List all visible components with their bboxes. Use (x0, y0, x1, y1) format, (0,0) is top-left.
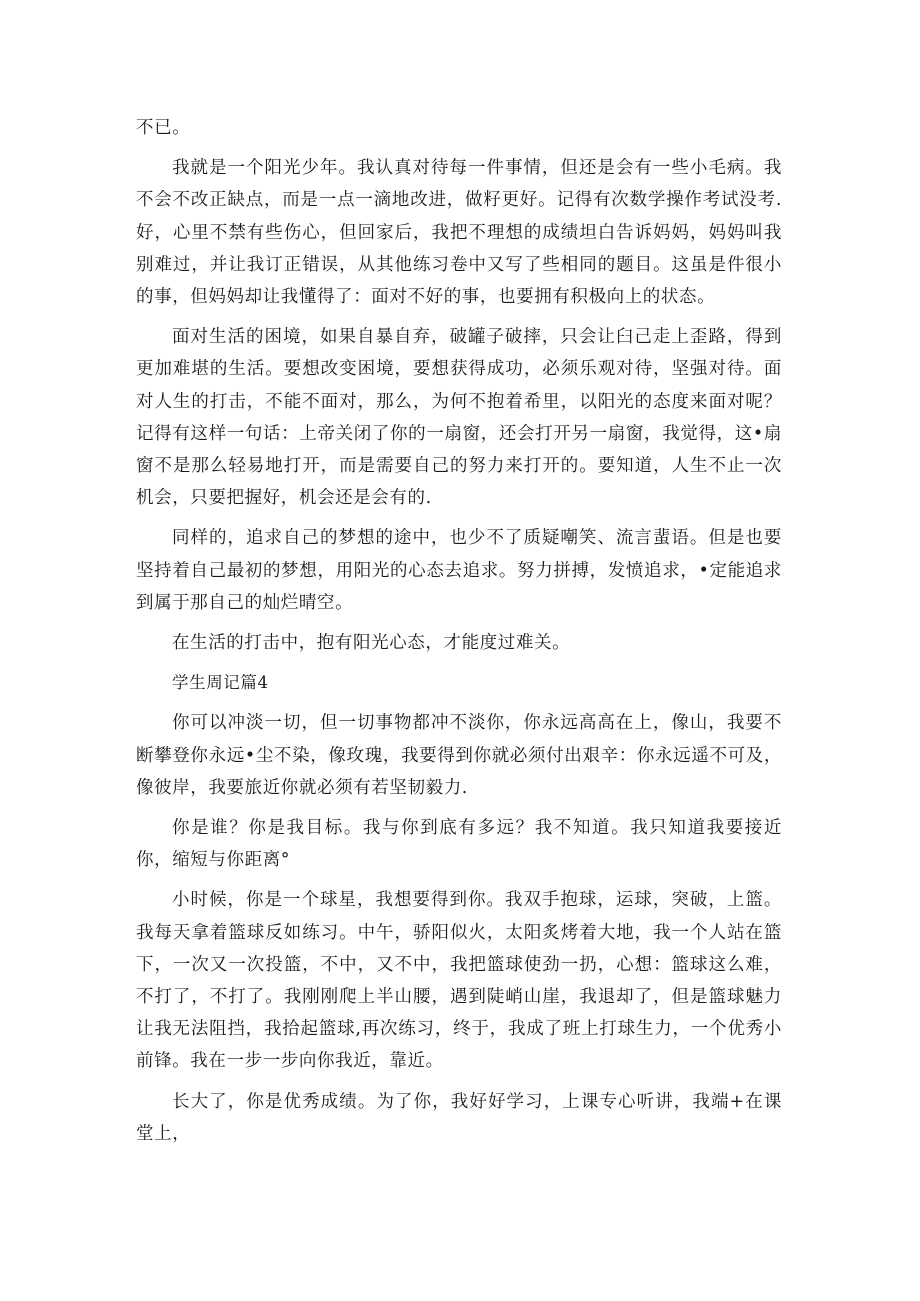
section-heading: 学生周记篇4 (172, 673, 269, 693)
document-body (136, 112, 782, 1158)
paragraph: 同样的，追求自己的梦想的途中，也少不了质疑嘲笑、流言蜚语。但是也要坚持着自己最初的梦想，用阳光的心态去追求。努力拼搏，发愤追求，•定能追求到属于那自己的灿烂晴空。 (136, 528, 782, 613)
paragraph: 面对生活的困境，如果自暴自弃，破罐子破摔，只会让臼己走上歪路，得到更加难堪的生活。要想改变困境，要想获得成功，必须乐观对待，坚强对待。面对人生的打击，不能不面对，那么，为何不抱着希里，以阳光的态度来面对呢？记得有这样一句话：上帝关闭了你的一扇窗，还会打开另一扇窗，我觉得，这•扇窗不是那么轻易地打开，而是需要自己的努力来打开的。要知道，人生不止一次机会，只要把握好，机会还是会有的. (136, 327, 782, 509)
paragraph: 你可以冲淡一切，但一切事物都冲不淡你，你永远高高在上，像山，我要不断攀登你永远•尘不染，像玫瑰，我要得到你就必须付出艰辛：你永远遥不可及，像彼岸，我要旅近你就必须有若坚韧毅力. (136, 713, 782, 798)
paragraph: 你是谁？你是我目标。我与你到底有多远？我不知道。我只知道我要接近你，缩短与你距离° (136, 818, 782, 871)
paragraph: 不已。 (136, 118, 191, 138)
paragraph: 在生活的打击中，抱有阳光心态，才能度过难关。 (172, 633, 571, 654)
paragraph: 长大了，你是优秀成绩。为了你，我好好学习，上课专心听讲，我端+在课堂上， (136, 1091, 782, 1144)
paragraph: 我就是一个阳光少年。我认真对待每一件事情，但还是会有一些小毛病。我不会不改正缺点，而是一点一滴地改进，做籽更好。记得有次数学操作考试没考.好，心里不禁有些伤心，但回家后，我把不理想的成绩坦白告诉妈妈，妈妈叫我别难过，并让我订正错误，从其他练习卷中又写了些相同的题目。这虽是件很小的事，但妈妈却让我懂得了：面对不好的事，也要拥有积极向上的状态。 (136, 158, 782, 308)
paragraph: 小时候，你是一个球星，我想要得到你。我双手抱球，运球，突破，上篮。我每天拿着篮球反如练习。中午，骄阳似火，太阳炙烤着大地，我一个人站在篮下，一次又一次投篮，不中，又不中，我把篮球使劲一扔，心想：篮球这么难，不打了，不打了。我刚刚爬上半山腰，遇到陡峭山崖，我退却了，但是篮球魅力让我无法阻挡，我拾起篮球,再次练习，终于，我成了班上打球生力，一个优秀小前锋。我在一步一步向你我近，靠近。 (136, 890, 782, 1072)
